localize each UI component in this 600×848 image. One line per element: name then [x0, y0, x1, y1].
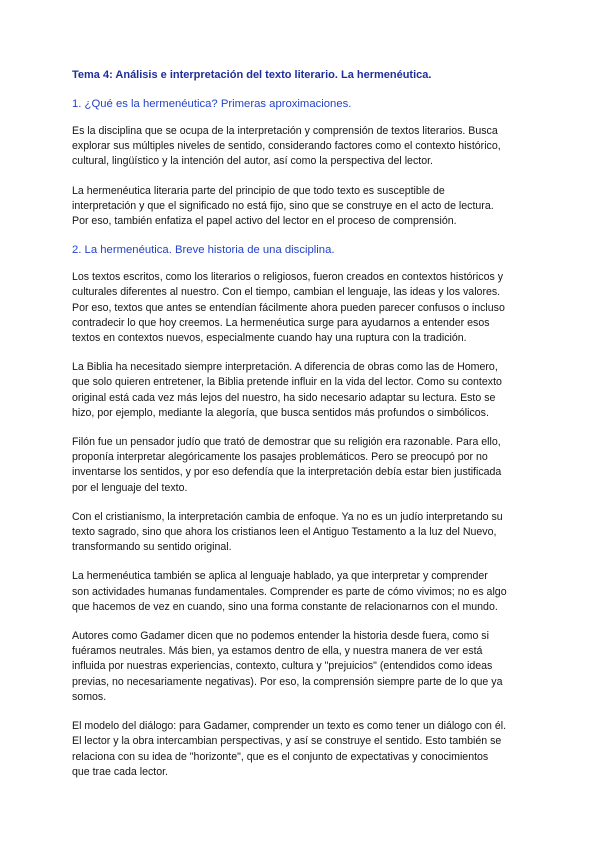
- text-line: textos en contextos nuevos, especialmente cuando hay una ruptura con la tradición.: [72, 332, 467, 345]
- paragraph: [72, 719, 534, 780]
- paragraph: [72, 124, 534, 170]
- text-line: La hermenéutica literaria parte del principio de que todo texto es susceptible de: [72, 184, 445, 197]
- section-heading-2: 2. La hermenéutica. Breve historia de una disciplina.: [72, 244, 335, 257]
- text-line: fuéramos neutrales. Más bien, ya estamos dentro de ella, y nuestra manera de ver está: [72, 645, 483, 658]
- paragraph: [72, 569, 534, 615]
- text-line: La hermenéutica también se aplica al lenguaje hablado, ya que interpretar y comprender: [72, 570, 488, 583]
- text-line: son actividades humanas fundamentales. Comprender es parte de cómo vivimos; no es algo: [72, 585, 507, 598]
- text-line: Es la disciplina que se ocupa de la interpretación y comprensión de textos literarios. Busca: [72, 125, 498, 137]
- text-line: que hacemos de vez en cuando, sino una forma constante de relacionarnos con el mundo.: [72, 600, 498, 613]
- document-title: Tema 4: Análisis e interpretación del texto literario. La hermenéutica.: [72, 69, 432, 81]
- text-line: explorar sus múltiples niveles de sentido, considerando factores como el contexto histórico,: [72, 140, 501, 153]
- text-line: influida por nuestras experiencias, contexto, cultura y "prejuicios" (entendidos como ideas: [72, 660, 493, 673]
- text-line: culturales diferentes al nuestro. Con el tiempo, cambian el lenguaje, las ideas y los valores.: [72, 286, 501, 299]
- text-line: relaciona con su idea de "horizonte", que es el conjunto de expectativas y conocimientos: [72, 750, 489, 763]
- text-line: cultural, lingüístico y la intención del autor, así como la perspectiva del lector.: [72, 155, 433, 168]
- paragraph: [72, 435, 534, 496]
- text-line: Autores como Gadamer dicen que no podemos entender la historia desde fuera, como si: [72, 630, 489, 643]
- paragraph: [72, 360, 534, 421]
- text-line: hizo, por ejemplo, mediante la alegoría, que busca sentidos más profundos o simbólicos.: [72, 406, 489, 419]
- paragraph: [72, 510, 534, 556]
- text-line: interpretación y que el significado no está fijo, sino que se construye en el acto de lectura.: [72, 199, 494, 212]
- text-line: previas, no necesariamente negativas). Por eso, la comprensión siempre parte de lo que ya: [72, 675, 503, 688]
- text-line: Por eso, textos que antes se entendían fácilmente ahora pueden parecer confusos o incluso: [72, 301, 505, 314]
- text-line: contradecir lo que hoy creemos. La hermenéutica surge para ayudarnos a entender esos: [72, 316, 490, 329]
- paragraph: [72, 184, 534, 230]
- text-line: texto sagrado, sino que ahora los cristianos leen el Antiguo Testamento a la luz del Nuevo,: [72, 526, 497, 539]
- section-heading-1: 1. ¿Qué es la hermenéutica? Primeras aproximaciones.: [72, 98, 352, 110]
- text-line: transformando su sentido original.: [72, 541, 232, 554]
- text-line: que trae cada lector.: [72, 765, 168, 778]
- text-line: inventarse los sentidos, y por eso defendía que la interpretación debía estar bien justificada: [72, 466, 502, 479]
- document-page: [72, 68, 534, 794]
- text-line: Filón fue un pensador judío que trató de demostrar que su religión era razonable. Para ello,: [72, 436, 501, 449]
- text-line: por el lenguaje del texto.: [72, 481, 188, 494]
- text-line: que solo quieren entretener, la Biblia pretende influir en la vida del lector. Como su contexto: [72, 376, 502, 389]
- text-line: El modelo del diálogo: para Gadamer, comprender un texto es como tener un diálogo con él.: [72, 720, 507, 733]
- paragraph: [72, 270, 534, 346]
- text-line: Los textos escritos, como los literarios o religiosos, fueron creados en contextos históricos y: [72, 271, 504, 284]
- text-line: El lector y la obra intercambian perspectivas, y así se construye el sentido. Esto también se: [72, 735, 502, 748]
- text-line: Por eso, también enfatiza el papel activo del lector en el proceso de comprensión.: [72, 215, 457, 228]
- paragraph: [72, 629, 534, 705]
- text-line: original está cada vez más lejos del nuestro, ha sido necesario adaptar su lectura. Esto se: [72, 391, 496, 404]
- text-line: somos.: [72, 690, 107, 703]
- text-line: Con el cristianismo, la interpretación cambia de enfoque. Ya no es un judío interpretando su: [72, 510, 503, 523]
- text-line: proponía interpretar alegóricamente los pasajes problemáticos. Pero se preocupó por no: [72, 451, 488, 464]
- text-line: La Biblia ha necesitado siempre interpretación. A diferencia de obras como las de Homero,: [72, 361, 498, 374]
